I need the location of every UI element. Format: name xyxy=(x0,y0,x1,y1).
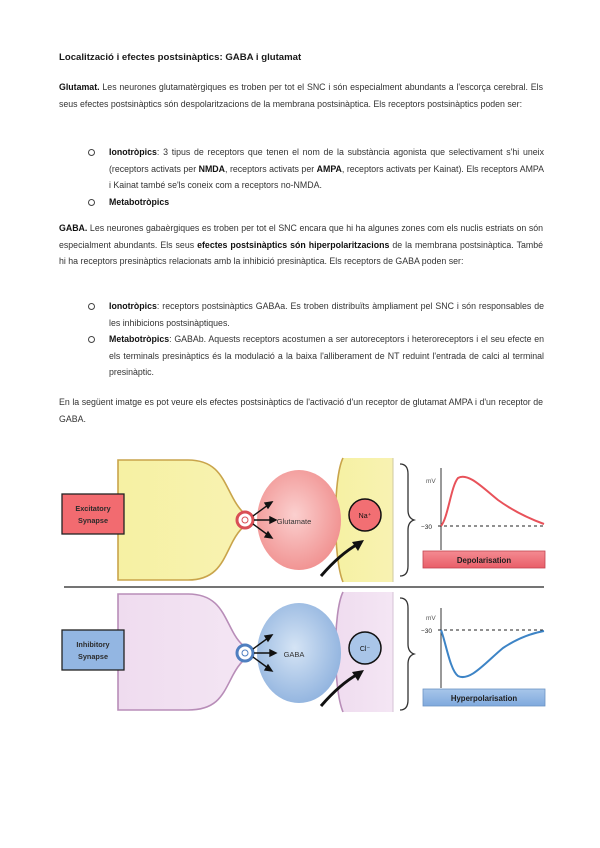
caption-label: Hyperpolarisation xyxy=(450,694,518,703)
circle-bullet-icon xyxy=(88,199,95,206)
threshold-label: −30 xyxy=(421,628,433,635)
bullet-text: : 3 tipus de receptors que tenen el nom de la substància agonista que selectivament s'hi uneix (receptors activats per xyxy=(109,147,544,174)
axis-unit-label: mV xyxy=(426,615,436,622)
glutamat-lead: Glutamat. xyxy=(59,82,100,92)
glutamat-receptor-list xyxy=(88,144,544,210)
presynaptic-terminal xyxy=(118,594,253,710)
page-title: Localització i efectes postsinàptics: GABA i glutamat xyxy=(59,52,302,63)
glutamat-text: Les neurones glutamatèrgiques es troben per tot el SNC i són especialment abundants a l'escorça cerebral. Els seus efectes postsinàptics són despolaritzacions de la membrana postsinàptica. Els receptors postsinàptics poden ser: xyxy=(59,82,543,109)
bullet-text: , receptors activats per Kainat). Els receptors AMPA i Kainat també se'ls coneix com a receptors no-NMDA. xyxy=(109,163,544,190)
gaba-bold-text: efectes postsinàptics són hiperpolaritzacions xyxy=(197,239,390,250)
axis-unit-label: mV xyxy=(426,478,436,485)
gaba-paragraph xyxy=(59,220,543,270)
ion-label: Cl⁻ xyxy=(359,646,371,653)
bullet-term: Ionotròpics xyxy=(109,147,157,157)
glutamat-paragraph xyxy=(59,79,543,112)
bullet-keyword: NMDA xyxy=(198,163,226,174)
synapse-label-box xyxy=(62,494,124,534)
synapse-diagram xyxy=(58,448,550,716)
circle-bullet-icon xyxy=(88,303,95,310)
list-item xyxy=(88,194,544,211)
synapse-label-line1: Inhibitory xyxy=(76,640,110,649)
list-item xyxy=(88,298,544,331)
synapse-label-line2: Synapse xyxy=(77,516,109,525)
ion-label: Na⁺ xyxy=(358,513,372,520)
brace-icon xyxy=(400,464,414,576)
bullet-term: Ionotròpics xyxy=(109,301,157,311)
inhibitory-panel xyxy=(62,592,545,712)
synapse-label-line2: Synapse xyxy=(77,652,109,661)
transmitter-label: GABA xyxy=(283,650,305,659)
bullet-term: Metabotròpics xyxy=(109,196,170,207)
circle-bullet-icon xyxy=(88,149,95,156)
transmitter-label: Glutamate xyxy=(276,517,312,526)
caption-label: Depolarisation xyxy=(456,556,512,565)
gaba-text: de la membrana postsinàptica. També hi ha receptors presinàptics relacionats amb la inhibició presinàptica. Els receptors de GABA poden ser: xyxy=(59,239,543,266)
presynaptic-terminal xyxy=(118,460,253,580)
bullet-keyword: AMPA xyxy=(316,163,342,174)
gaba-receptor-list xyxy=(88,298,544,381)
brace-icon xyxy=(400,598,414,710)
synapse-label-box xyxy=(62,630,124,670)
threshold-label: −30 xyxy=(421,524,433,531)
hyperpolarisation-trace xyxy=(441,630,544,677)
synapse-label-line1: Excitatory xyxy=(75,504,111,513)
gaba-lead: GABA. xyxy=(59,223,88,233)
synapse-figure xyxy=(58,448,550,716)
bullet-term: Metabotròpics xyxy=(109,334,170,344)
list-item xyxy=(88,331,544,381)
gaba-text: Les neurones gabaèrgiques es troben per tot el SNC encara que hi ha algunes zones com els nuclis estriats on són especialment abundants. Els seus xyxy=(59,223,543,250)
depolarisation-trace xyxy=(441,477,544,526)
circle-bullet-icon xyxy=(88,336,95,343)
bullet-text: : receptors postsinàptics GABAa. Es troben distribuïts àmpliament pel SNC i són responsables de les inhibicions postsinàptiques. xyxy=(109,301,544,328)
bullet-text: : GABAb. Aquests receptors acostumen a ser autoreceptors i heteroreceptors i el seu efecte en els terminals presinàptics és la modulació a la baixa l'alliberament de NT reduint l'entrada de calci al terminal presinàptic. xyxy=(109,334,544,377)
bullet-text: , receptors activats per xyxy=(225,163,317,174)
list-item xyxy=(88,144,544,194)
closing-paragraph: En la següent imatge es pot veure els efectes postsinàptics de l'activació d'un receptor de glutamat AMPA i d'un receptor de GABA. xyxy=(59,397,543,424)
excitatory-panel xyxy=(62,458,545,582)
